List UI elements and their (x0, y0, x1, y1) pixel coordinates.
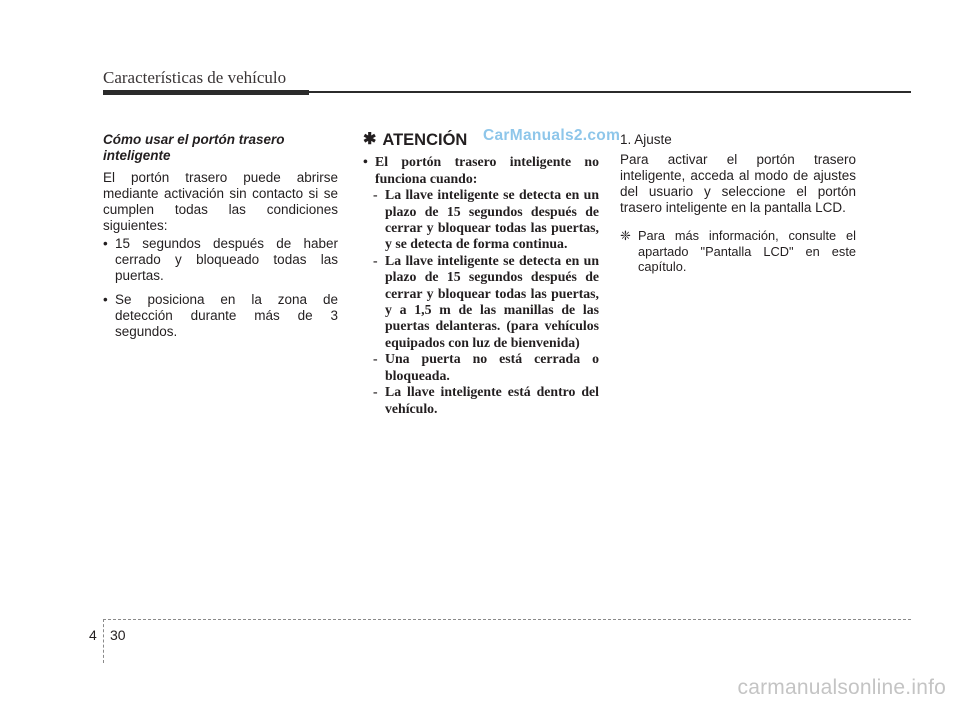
bullet-icon: • (103, 292, 108, 307)
column-middle-warning (363, 127, 621, 417)
bullet-icon: • (363, 154, 368, 170)
dash-marker: - (373, 351, 378, 367)
sub-list-item-text: La llave inteligente está dentro del vehículo. (385, 384, 599, 416)
sub-list-item (363, 384, 599, 417)
list-item (363, 154, 599, 187)
sub-list-item (363, 351, 599, 384)
warning-heading-text: ATENCIÓN (382, 131, 468, 149)
dash-marker: - (373, 187, 378, 203)
bullet-icon: • (103, 236, 108, 251)
page-number: 30 (110, 627, 126, 643)
sub-list-item (363, 187, 599, 253)
site-watermark: carmanualsonline.info (737, 676, 946, 699)
sub-list-item (363, 253, 599, 351)
list-item (103, 292, 338, 340)
section-subheading: Cómo usar el portón trasero inteligente (103, 132, 285, 163)
sub-list-item-text: Una puerta no está cerrada o bloqueada. (385, 351, 599, 383)
list-item (103, 236, 338, 284)
column-left (103, 132, 338, 340)
list-item-text: El portón trasero inteligente no funciona cuando: (375, 154, 599, 186)
list-item-text: Se posiciona en la zona de detección durante más de 3 segundos. (115, 292, 338, 339)
info-note (620, 228, 856, 275)
chapter-number: 4 (89, 627, 97, 643)
footer-divider (103, 619, 104, 663)
watermark-logo: CarManuals2.com (483, 127, 621, 144)
note-icon: ❈ (620, 228, 631, 243)
sub-list-item-text: La llave inteligente se detecta en un plazo de 15 segundos después de cerrar y bloquear todas las puertas, y a 1,5 m de las manillas de las puertas delanteras. (para vehículos equipados con luz de bienvenida) (385, 252, 599, 350)
footer-rule (103, 619, 911, 620)
star-icon: ✱ (363, 131, 377, 148)
sub-list-item-text: La llave inteligente se detecta en un plazo de 15 segundos después de cerrar y bloquear todas las puertas, y se detecta de forma continua. (385, 187, 599, 252)
header-rule-accent (103, 90, 309, 95)
section-heading: 1. Ajuste (620, 132, 672, 147)
dash-marker: - (373, 384, 378, 400)
intro-paragraph: El portón trasero puede abrirse mediante activación sin contacto si se cumplen todas las condiciones siguientes: (103, 170, 338, 233)
body-paragraph: Para activar el portón trasero inteligente, acceda al modo de ajustes del usuario y seleccione el portón trasero inteligente en la pantalla LCD. (620, 152, 856, 215)
page-header-title: Características de vehículo (103, 68, 287, 87)
list-item-text: 15 segundos después de haber cerrado y bloqueado todas las puertas. (115, 236, 338, 283)
info-note-text: Para más información, consulte el apartado "Pantalla LCD" en este capítulo. (638, 228, 856, 274)
column-right (620, 132, 856, 275)
dash-marker: - (373, 252, 378, 268)
